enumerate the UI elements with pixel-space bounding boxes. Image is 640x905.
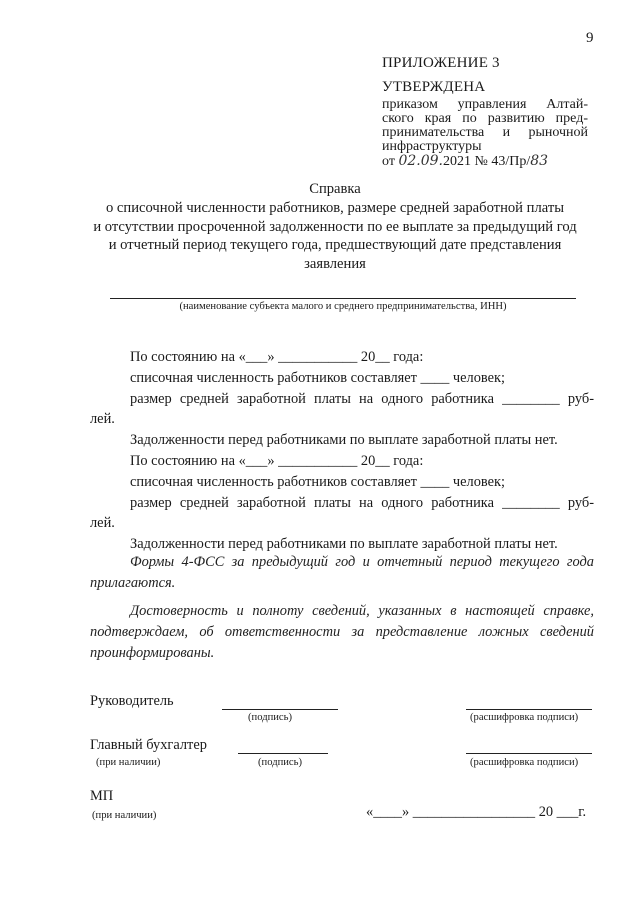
title-line: и отсутствии просроченной задолженности по ее выплате за предыдущий год [93,218,577,235]
salary-line: размер средней заработной платы на одного работника ________ руб- [130,494,594,511]
order-date-line: от 02.09.2021 № 43/Пр/83 [382,153,549,169]
accountant-signature-line [238,753,328,754]
signature-caption: (подпись) [248,712,292,723]
headcount-line: списочная численность работников составляет ____ человек; [130,473,506,490]
debt-line: Задолженности перед работниками по выплате заработной платы нет. [130,432,558,449]
date-line: По состоянию на «___» ___________ 20__ года: [130,349,424,365]
stamp-if-any-caption: (при наличии) [92,810,157,821]
order-line: ского края по развитию пред- [382,111,588,126]
headcount-line: списочная численность работников составляет ____ человек; [130,369,506,386]
salary-line-cont: лей. [90,515,115,532]
order-line: принимательства и рыночной [382,125,588,140]
handwritten-date: 02.09. [398,153,443,169]
subject-caption: (наименование субъекта малого и среднего предпринимательства, ИНН) [179,301,507,312]
forms-note: Формы 4-ФСС за предыдущий год и отчетный период текущего года прилагаются. [90,554,594,591]
info-block-1 [90,347,594,451]
title-line: о списочной численности работников, размере средней заработной платы [105,199,565,216]
salary-line-cont: лей. [90,411,115,428]
document-title [80,180,590,274]
signature-caption: (подпись) [258,757,302,768]
if-any-caption: (при наличии) [96,757,161,768]
decode-caption: (расшифровка подписи) [470,712,579,723]
salary-line: размер средней заработной платы на одного работника ________ руб- [130,390,594,407]
title-line: и отчетный период текущего года, предшествующий дате представления [108,237,562,254]
stamp-label: МП [90,788,114,804]
decode-caption: (расшифровка подписи) [470,757,579,768]
confirmation-note: Достоверность и полноту сведений, указанных в настоящей справке, подтверждаем, об ответственности за представление ложных сведений проинформированы. [90,603,594,661]
signing-date-line: «____» _________________ 20 ___г. [366,804,587,820]
head-label: Руководитель [90,693,174,709]
subject-name-line [110,298,576,299]
title-line: заявления [304,256,366,273]
debt-line: Задолженности перед работниками по выплате заработной платы нет. [130,536,558,553]
appendix-label: ПРИЛОЖЕНИЕ 3 [382,55,500,71]
head-signature-line [222,709,338,710]
date-line: По состоянию на «___» ___________ 20__ года: [130,453,424,469]
chief-accountant-label: Главный бухгалтер [90,737,207,753]
order-line: приказом управления Алтай- [382,97,588,112]
approved-label: УТВЕРЖДЕНА [382,79,486,95]
order-line: инфраструктуры [382,139,482,154]
info-block-2 [90,451,594,555]
handwritten-number: 83 [530,153,549,169]
page-number: 9 [586,30,594,46]
title-heading: Справка [309,181,361,197]
head-decode-line [466,709,592,710]
approval-order [382,98,588,169]
accountant-decode-line [466,753,592,754]
